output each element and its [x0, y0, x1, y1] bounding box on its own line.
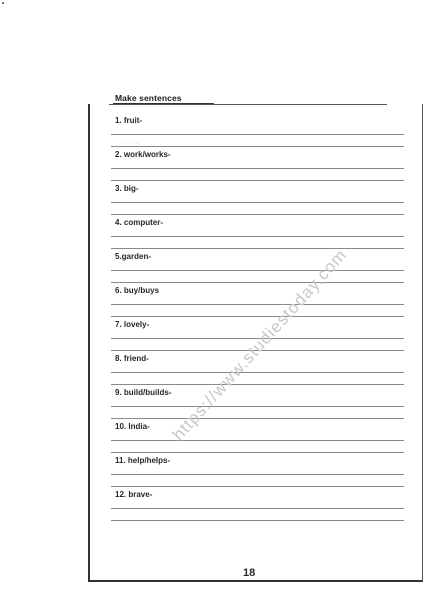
- item-label: 8. friend-: [115, 354, 149, 363]
- writing-line[interactable]: [111, 134, 404, 135]
- item-label: 11. help/helps-: [115, 456, 171, 465]
- item-label: 10. India-: [115, 422, 150, 431]
- item-label: 1. fruit-: [115, 116, 143, 125]
- writing-line[interactable]: [111, 236, 404, 237]
- item-label: 5.garden-: [115, 252, 152, 261]
- writing-line[interactable]: [111, 372, 404, 373]
- writing-line[interactable]: [111, 180, 404, 181]
- writing-line[interactable]: [111, 508, 404, 509]
- writing-line[interactable]: [111, 282, 404, 283]
- scan-speck: [2, 2, 4, 4]
- writing-line[interactable]: [111, 270, 404, 271]
- writing-line[interactable]: [111, 202, 404, 203]
- writing-line[interactable]: [111, 418, 404, 419]
- item-label: 2. work/works-: [115, 150, 171, 159]
- item-label: 4. computer-: [115, 218, 164, 227]
- page-number: 18: [243, 567, 256, 579]
- writing-line[interactable]: [111, 452, 404, 453]
- item-label: 7. lovely-: [115, 320, 150, 329]
- writing-line[interactable]: [111, 440, 404, 441]
- worksheet-top-rule: [109, 104, 387, 105]
- scan-marks: . . .: [122, 140, 141, 146]
- item-label: 12. brave-: [115, 490, 153, 499]
- item-label: 9. build/builds-: [115, 388, 172, 397]
- writing-line[interactable]: [111, 304, 404, 305]
- writing-line[interactable]: [111, 486, 404, 487]
- item-label: 3. big-: [115, 184, 139, 193]
- worksheet-heading: Make sentences: [115, 93, 182, 103]
- writing-line[interactable]: [111, 146, 404, 147]
- writing-line[interactable]: [111, 316, 404, 317]
- writing-line[interactable]: [111, 248, 404, 249]
- writing-line[interactable]: [111, 520, 404, 521]
- writing-line[interactable]: [111, 384, 404, 385]
- item-label: 6. buy/buys: [115, 286, 160, 295]
- watermark-text: https://www.studiestoday.com: [168, 245, 351, 445]
- writing-line[interactable]: [111, 406, 404, 407]
- writing-line[interactable]: [111, 168, 404, 169]
- heading-underline: [113, 103, 214, 104]
- writing-line[interactable]: [111, 214, 404, 215]
- writing-line[interactable]: [111, 474, 404, 475]
